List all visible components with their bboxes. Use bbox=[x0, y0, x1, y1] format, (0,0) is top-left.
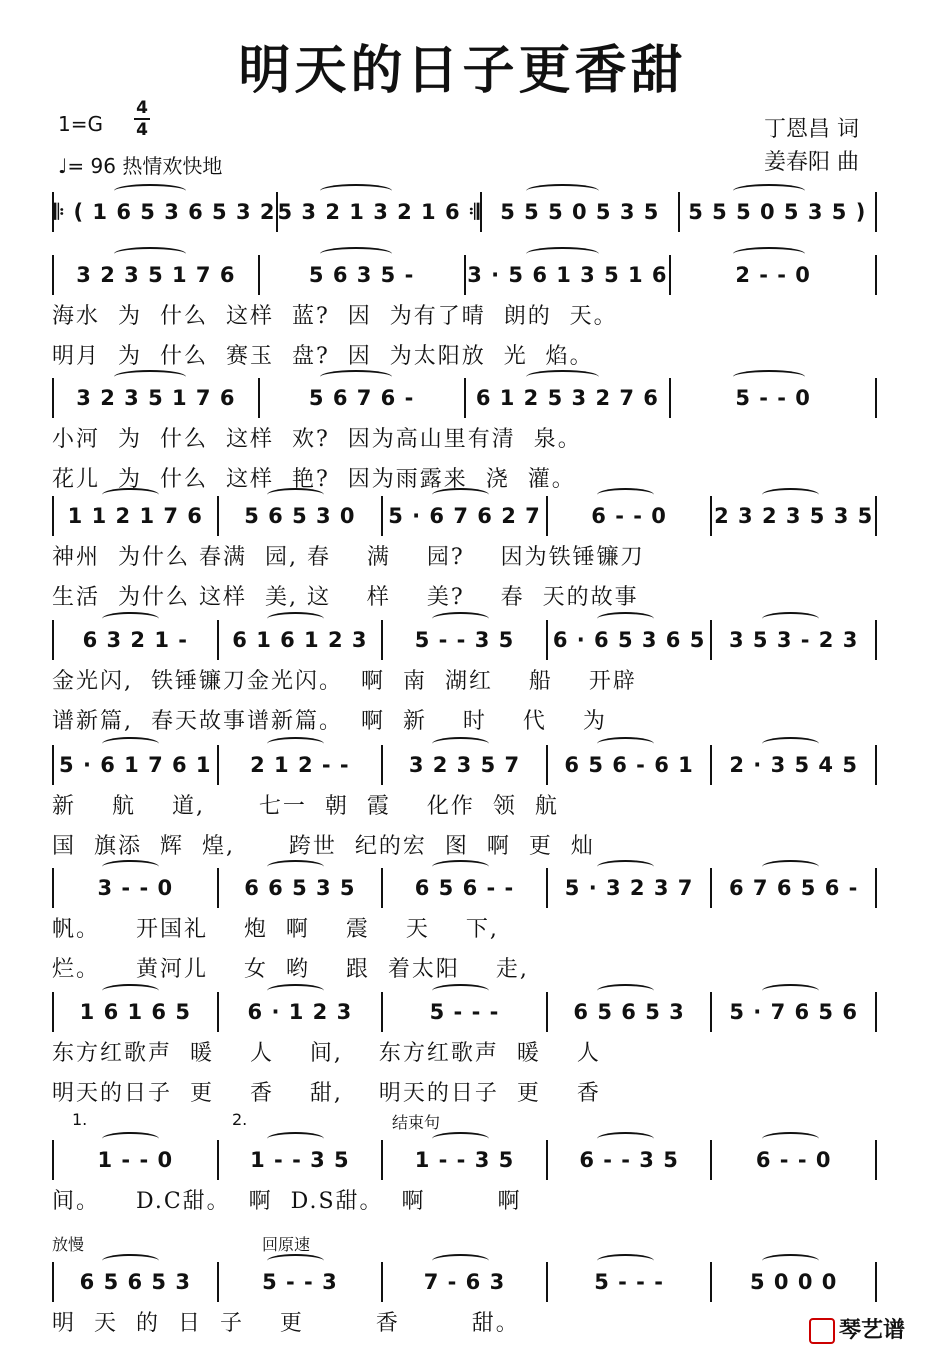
measure: 5 6 5 3 0 bbox=[244, 504, 356, 528]
slur-mark bbox=[267, 737, 325, 751]
lyric-line: 新 航 道, 七一 朝 霞 化作 领 航 bbox=[52, 794, 559, 819]
slur-mark bbox=[432, 612, 490, 626]
slur-mark bbox=[320, 184, 392, 198]
key-signature: 1=G bbox=[58, 112, 103, 136]
lyric-line: 谱新篇, 春天故事谱新篇。 啊 新 时 代 为 bbox=[52, 709, 607, 734]
logo-icon bbox=[809, 1318, 835, 1344]
score-annotation: 放慢 bbox=[52, 1235, 85, 1254]
lyric-line: 生活 为什么 这样 美, 这 样 美? 春 天的故事 bbox=[52, 585, 639, 610]
measure: 6 - - 0 bbox=[755, 1148, 832, 1172]
measure: 5 · 3 2 3 7 bbox=[564, 876, 694, 900]
notes-row bbox=[52, 255, 877, 295]
measure: 6 - - 0 bbox=[591, 504, 667, 528]
bar-line bbox=[875, 255, 877, 295]
measure: 5 · 6 1 7 6 1 bbox=[59, 753, 212, 777]
time-signature bbox=[132, 98, 152, 140]
slur-mark bbox=[267, 860, 325, 874]
slur-mark bbox=[114, 370, 186, 384]
measure: 5 - - - bbox=[429, 1000, 500, 1024]
measure: 1 - - 0 bbox=[97, 1148, 174, 1172]
watermark-text: 琴艺谱 bbox=[838, 1318, 905, 1343]
slur-mark bbox=[267, 1132, 325, 1146]
slur-mark bbox=[267, 1254, 325, 1268]
slur-mark bbox=[102, 1254, 160, 1268]
slur-mark bbox=[597, 984, 655, 998]
slur-mark bbox=[762, 488, 820, 502]
bar-line bbox=[875, 745, 877, 785]
song-title: 明天的日子更香甜 bbox=[238, 40, 687, 101]
slur-mark bbox=[267, 984, 325, 998]
slur-mark bbox=[267, 488, 325, 502]
bar-line bbox=[875, 1262, 877, 1302]
lyric-line: 国 旗添 辉 煌, 跨世 纪的宏 图 啊 更 灿 bbox=[52, 834, 595, 859]
measure: 6 1 6 1 2 3 bbox=[232, 628, 368, 652]
measure: 6 7 6 5 6 - bbox=[729, 876, 859, 900]
lyricist-credit: 丁恩昌 词 bbox=[764, 117, 859, 142]
notes-row bbox=[52, 992, 877, 1032]
slur-mark bbox=[733, 184, 805, 198]
notes-row bbox=[52, 1140, 877, 1180]
measure: 2 3 2 3 5 3 5 bbox=[714, 504, 874, 528]
measure: 3 2 3 5 1 7 6 bbox=[76, 386, 236, 410]
measure: 3 - - 0 bbox=[97, 876, 174, 900]
lyric-line: 帆。 开国礼 炮 啊 震 天 下, bbox=[52, 917, 499, 942]
bar-line bbox=[875, 192, 877, 232]
bar-line bbox=[875, 378, 877, 418]
slur-mark bbox=[733, 247, 805, 261]
lyric-line: 小河 为 什么 这样 欢? 因为高山里有清 泉。 bbox=[52, 427, 582, 452]
measure: 𝄆 ( 1 6 5 3 6 5 3 2 bbox=[54, 200, 276, 224]
lyric-line: 花儿 为 什么 这样 艳? 因为雨露来 浇 灌。 bbox=[52, 467, 576, 492]
lyric-line: 烂。 黄河儿 女 哟 跟 着太阳 走, bbox=[52, 957, 529, 982]
measure: 1 1 2 1 7 6 bbox=[67, 504, 203, 528]
measure: 6 6 5 3 5 bbox=[244, 876, 356, 900]
measure: 5 6 3 5 - bbox=[308, 263, 415, 287]
measure: 3 2 3 5 1 7 6 bbox=[76, 263, 236, 287]
measure: 6 · 6 5 3 6 5 bbox=[552, 628, 706, 652]
slur-mark bbox=[597, 860, 655, 874]
notes-row bbox=[52, 868, 877, 908]
measure: 6 · 1 2 3 bbox=[247, 1000, 353, 1024]
slur-mark bbox=[432, 1132, 490, 1146]
slur-mark bbox=[102, 488, 160, 502]
slur-mark bbox=[597, 1132, 655, 1146]
slur-mark bbox=[526, 247, 598, 261]
measure: 5 5 5 0 5 3 5 bbox=[500, 200, 660, 224]
lyric-line: 神州 为什么 春满 园, 春 满 园? 因为铁锤镰刀 bbox=[52, 545, 645, 570]
slur-mark bbox=[432, 860, 490, 874]
measure: 6 5 6 5 3 bbox=[573, 1000, 685, 1024]
measure: 3 2 3 5 7 bbox=[408, 753, 521, 777]
slur-mark bbox=[102, 1132, 160, 1146]
slur-mark bbox=[320, 247, 392, 261]
measure: 6 1 2 5 3 2 7 6 bbox=[475, 386, 659, 410]
slur-mark bbox=[762, 860, 820, 874]
slur-mark bbox=[526, 370, 598, 384]
score-annotation: 回原速 bbox=[262, 1235, 311, 1254]
slur-mark bbox=[762, 1132, 820, 1146]
composer-credit: 姜春阳 曲 bbox=[764, 150, 859, 175]
measure: 6 3 2 1 - bbox=[82, 628, 188, 652]
measure: 1 - - 3 5 bbox=[414, 1148, 515, 1172]
measure: 5 · 7 6 5 6 bbox=[729, 1000, 858, 1024]
slur-mark bbox=[320, 370, 392, 384]
measure: 5 - - 3 5 bbox=[414, 628, 515, 652]
slur-mark bbox=[762, 1254, 820, 1268]
bar-line bbox=[875, 868, 877, 908]
measure: 5 - - 0 bbox=[735, 386, 811, 410]
measure: 1 - - 3 5 bbox=[250, 1148, 350, 1172]
measure: 5 5 5 0 5 3 5 ) bbox=[688, 200, 867, 224]
lyric-line: 间。 D.C甜。 啊 D.S甜。 啊 啊 bbox=[52, 1189, 522, 1214]
measure: 5 - - 3 bbox=[262, 1270, 338, 1294]
watermark-logo bbox=[809, 1313, 905, 1344]
lyric-line: 海水 为 什么 这样 蓝? 因 为有了晴 朗的 天。 bbox=[52, 304, 618, 329]
slur-mark bbox=[267, 612, 325, 626]
notes-row bbox=[52, 1262, 877, 1302]
slur-mark bbox=[102, 984, 160, 998]
measure: 2 1 2 - - bbox=[250, 753, 350, 777]
notes-row bbox=[52, 620, 877, 660]
slur-mark bbox=[762, 984, 820, 998]
score-annotation: 1. bbox=[72, 1110, 88, 1129]
tempo-marking: ♩= 96 热情欢快地 bbox=[58, 154, 223, 178]
notes-row bbox=[52, 496, 877, 536]
bar-line bbox=[875, 496, 877, 536]
slur-mark bbox=[114, 247, 186, 261]
score-annotation: 结束句 bbox=[392, 1113, 441, 1132]
notes-row bbox=[52, 192, 877, 232]
measure: 3 5 3 - 2 3 bbox=[729, 628, 859, 652]
slur-mark bbox=[597, 488, 655, 502]
bar-line bbox=[875, 1140, 877, 1180]
measure: 1 6 1 6 5 bbox=[79, 1000, 191, 1024]
slur-mark bbox=[526, 184, 598, 198]
measure: 6 - - 3 5 bbox=[579, 1148, 679, 1172]
slur-mark bbox=[432, 1254, 490, 1268]
measure: 5 - - - bbox=[594, 1270, 664, 1294]
measure: 2 · 3 5 4 5 bbox=[729, 753, 858, 777]
measure: 5 0 0 0 bbox=[749, 1270, 838, 1294]
lyric-line: 明天的日子 更 香 甜, 明天的日子 更 香 bbox=[52, 1081, 601, 1106]
slur-mark bbox=[762, 737, 820, 751]
bar-line bbox=[875, 620, 877, 660]
slur-mark bbox=[733, 370, 805, 384]
measure: 5 · 6 7 6 2 7 bbox=[388, 504, 541, 528]
slur-mark bbox=[597, 612, 655, 626]
time-signature-bottom: 4 bbox=[136, 120, 148, 140]
slur-mark bbox=[762, 612, 820, 626]
slur-mark bbox=[102, 737, 160, 751]
measure: 3 · 5 6 1 3 5 1 6 bbox=[467, 263, 668, 287]
bar-line bbox=[875, 992, 877, 1032]
measure: 6 5 6 - - bbox=[414, 876, 515, 900]
slur-mark bbox=[432, 488, 490, 502]
time-signature-top: 4 bbox=[136, 98, 148, 118]
measure: 5 3 2 1 3 2 1 6 𝄇 bbox=[277, 200, 481, 224]
slur-mark bbox=[114, 184, 186, 198]
measure: 5 6 7 6 - bbox=[308, 386, 415, 410]
slur-mark bbox=[102, 860, 160, 874]
slur-mark bbox=[597, 1254, 655, 1268]
slur-mark bbox=[102, 612, 160, 626]
measure: 6 5 6 - 6 1 bbox=[564, 753, 694, 777]
measure: 7 - 6 3 bbox=[423, 1270, 506, 1294]
notes-row bbox=[52, 378, 877, 418]
measure: 6 5 6 5 3 bbox=[79, 1270, 191, 1294]
lyric-line: 明 天 的 日 子 更 香 甜。 bbox=[52, 1311, 520, 1336]
lyric-line: 明月 为 什么 赛玉 盘? 因 为太阳放 光 焰。 bbox=[52, 344, 594, 369]
notes-row bbox=[52, 745, 877, 785]
lyric-line: 东方红歌声 暖 人 间, 东方红歌声 暖 人 bbox=[52, 1041, 601, 1066]
slur-mark bbox=[432, 737, 490, 751]
lyric-line: 金光闪, 铁锤镰刀金光闪。 啊 南 湖红 船 开辟 bbox=[52, 669, 637, 694]
slur-mark bbox=[597, 737, 655, 751]
slur-mark bbox=[432, 984, 490, 998]
score-annotation: 2. bbox=[232, 1110, 248, 1129]
measure: 2 - - 0 bbox=[735, 263, 811, 287]
